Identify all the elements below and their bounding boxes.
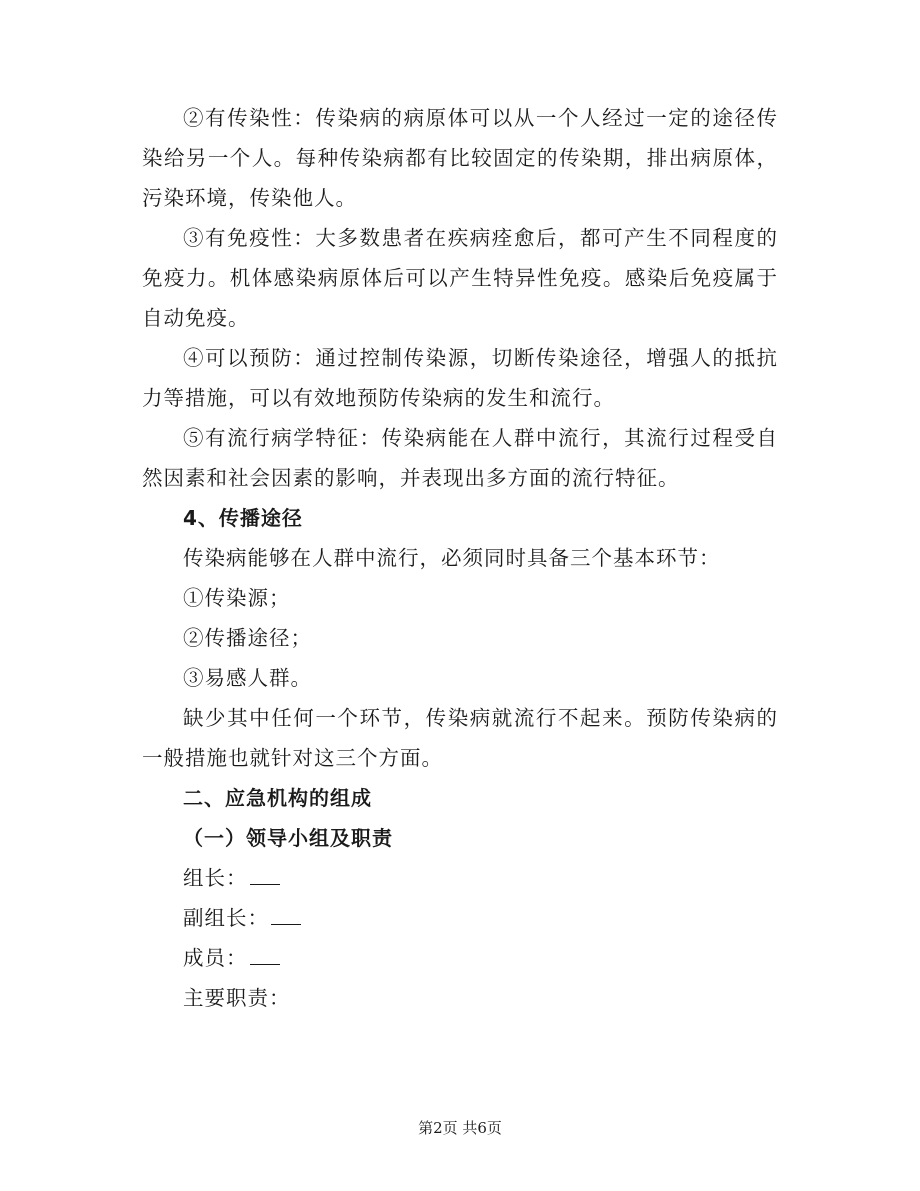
list-item: ①传染源；	[183, 586, 291, 610]
document-body	[142, 98, 778, 1018]
list-item: ②传播途径；	[183, 626, 312, 650]
paragraph-infectious: ②有传染性：传染病的病原体可以从一个人经过一定的途径传染给另一个人。每种传染病都有比较固定的传染期，排出病原体，污染环境，传染他人。	[142, 106, 778, 210]
page-footer: 第2页 共6页	[418, 1119, 502, 1137]
transmission-conclusion: 缺少其中任何一个环节，传染病就流行不起来。预防传染病的一般措施也就针对这三个方面。	[142, 706, 778, 770]
paragraph-preventable: ④可以预防：通过控制传染源，切断传染途径，增强人的抵抗力等措施，可以有效地预防传染病的发生和流行。	[142, 346, 778, 410]
duties-label: 主要职责：	[183, 986, 291, 1010]
list-item: ③易感人群。	[183, 666, 312, 690]
paragraph-epidemiology: ⑤有流行病学特征：传染病能在人群中流行，其流行过程受自然因素和社会因素的影响，并表现出多方面的流行特征。	[142, 426, 778, 490]
deputy-label: 副组长：	[183, 906, 269, 930]
paragraph-immunity: ③有免疫性：大多数患者在疾病痊愈后，都可产生不同程度的免疫力。机体感染病原体后可以产生特异性免疫。感染后免疫属于自动免疫。	[142, 226, 778, 330]
leader-blank	[250, 866, 280, 885]
transmission-intro: 传染病能够在人群中流行，必须同时具备三个基本环节：	[183, 546, 721, 570]
member-label: 成员：	[183, 946, 248, 970]
member-blank	[250, 946, 280, 965]
section-heading-transmission: 4、传播途径	[183, 506, 303, 530]
deputy-blank	[271, 906, 301, 925]
leader-line	[142, 858, 778, 898]
section-heading-organization: 二、应急机构的组成	[183, 786, 372, 810]
member-line	[142, 938, 778, 978]
leader-label: 组长：	[183, 866, 248, 890]
subheading-leadership-group: （一）领导小组及职责	[183, 826, 393, 850]
deputy-line	[142, 898, 778, 938]
